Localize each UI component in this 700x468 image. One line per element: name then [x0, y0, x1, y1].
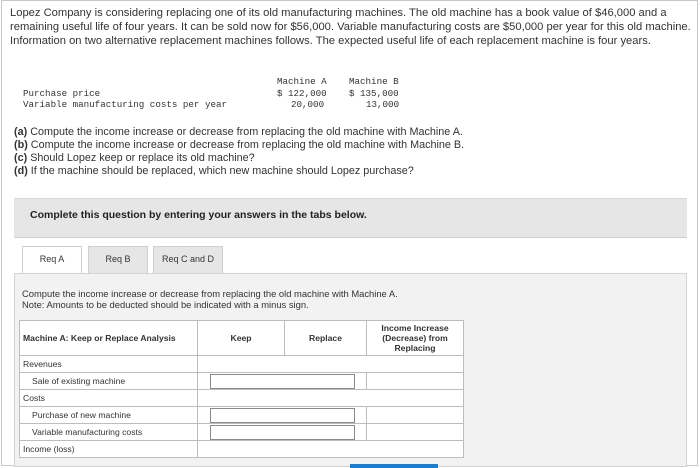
machine-a-purchase-price: $ 122,000 — [277, 88, 327, 99]
question-b: (b) Compute the income increase or decrease from replacing the old machine with Machine B. — [14, 139, 465, 151]
keep-column-header: Keep — [198, 321, 285, 356]
col-header-machine-a: Machine A — [277, 76, 327, 87]
variable-income-cell — [367, 424, 464, 441]
req-a-instructions — [22, 288, 662, 310]
banner-text: Complete this question by entering your answers in the tabs below. — [30, 209, 367, 221]
question-c: (c) Should Lopez keep or replace its old machine? — [14, 152, 255, 164]
sale-input-cell — [198, 373, 367, 390]
question-list — [14, 126, 674, 178]
analysis-title: Machine A: Keep or Replace Analysis — [20, 321, 198, 356]
row-purchase-new-machine: Purchase of new machine — [20, 407, 198, 424]
row-income-loss: Income (loss) — [20, 441, 198, 458]
question-a: (a) Compute the income increase or decrease from replacing the old machine with Machine A. — [14, 126, 463, 138]
keep-or-replace-table — [19, 320, 464, 458]
instruction-line: Compute the income increase or decrease from replacing the old machine with Machine A. — [22, 288, 398, 299]
next-button-edge[interactable] — [350, 464, 438, 468]
tab-req-c-and-d[interactable]: Req C and D — [153, 246, 223, 273]
sale-income-cell — [367, 373, 464, 390]
instruction-note: Note: Amounts to be deducted should be indicated with a minus sign. — [22, 299, 309, 310]
row-variable-manufacturing-costs: Variable manufacturing costs — [20, 424, 198, 441]
row-label-purchase-price: Purchase price — [23, 88, 101, 99]
purchase-of-new-machine-input[interactable] — [210, 408, 355, 423]
problem-intro: Lopez Company is considering replacing one of its old manufacturing machines. The old machine has a book value of $46,000 and a remaining useful life of four years. It can be sold now for $56,000. Variable manufacturing costs are $50,000 per year for this old machine. Information on two alternative replacement machines follows. The expected useful life of each replacement machine is four years. — [10, 7, 691, 47]
income-spacer — [198, 441, 464, 458]
machine-b-variable-costs: 13,000 — [366, 99, 400, 110]
row-revenues: Revenues — [20, 356, 198, 373]
purchase-input-cell — [198, 407, 367, 424]
instructions-banner — [14, 198, 687, 238]
row-costs: Costs — [20, 390, 198, 407]
costs-spacer — [198, 390, 464, 407]
replace-column-header: Replace — [285, 321, 367, 356]
question-d: (d) If the machine should be replaced, which new machine should Lopez purchase? — [14, 165, 414, 177]
col-header-machine-b: Machine B — [349, 76, 399, 87]
revenues-spacer — [198, 356, 464, 373]
machine-a-variable-costs: 20,000 — [291, 99, 325, 110]
income-column-header: Income Increase (Decrease) from Replacing — [367, 321, 464, 356]
variable-manufacturing-costs-input[interactable] — [210, 425, 355, 440]
purchase-income-cell — [367, 407, 464, 424]
tab-req-a[interactable]: Req A — [22, 246, 82, 273]
tab-req-b[interactable]: Req B — [88, 246, 148, 273]
sale-of-existing-machine-input[interactable] — [210, 374, 355, 389]
machine-b-purchase-price: $ 135,000 — [349, 88, 399, 99]
row-label-variable-costs: Variable manufacturing costs per year — [23, 99, 227, 110]
variable-input-cell — [198, 424, 367, 441]
row-sale-existing-machine: Sale of existing machine — [20, 373, 198, 390]
